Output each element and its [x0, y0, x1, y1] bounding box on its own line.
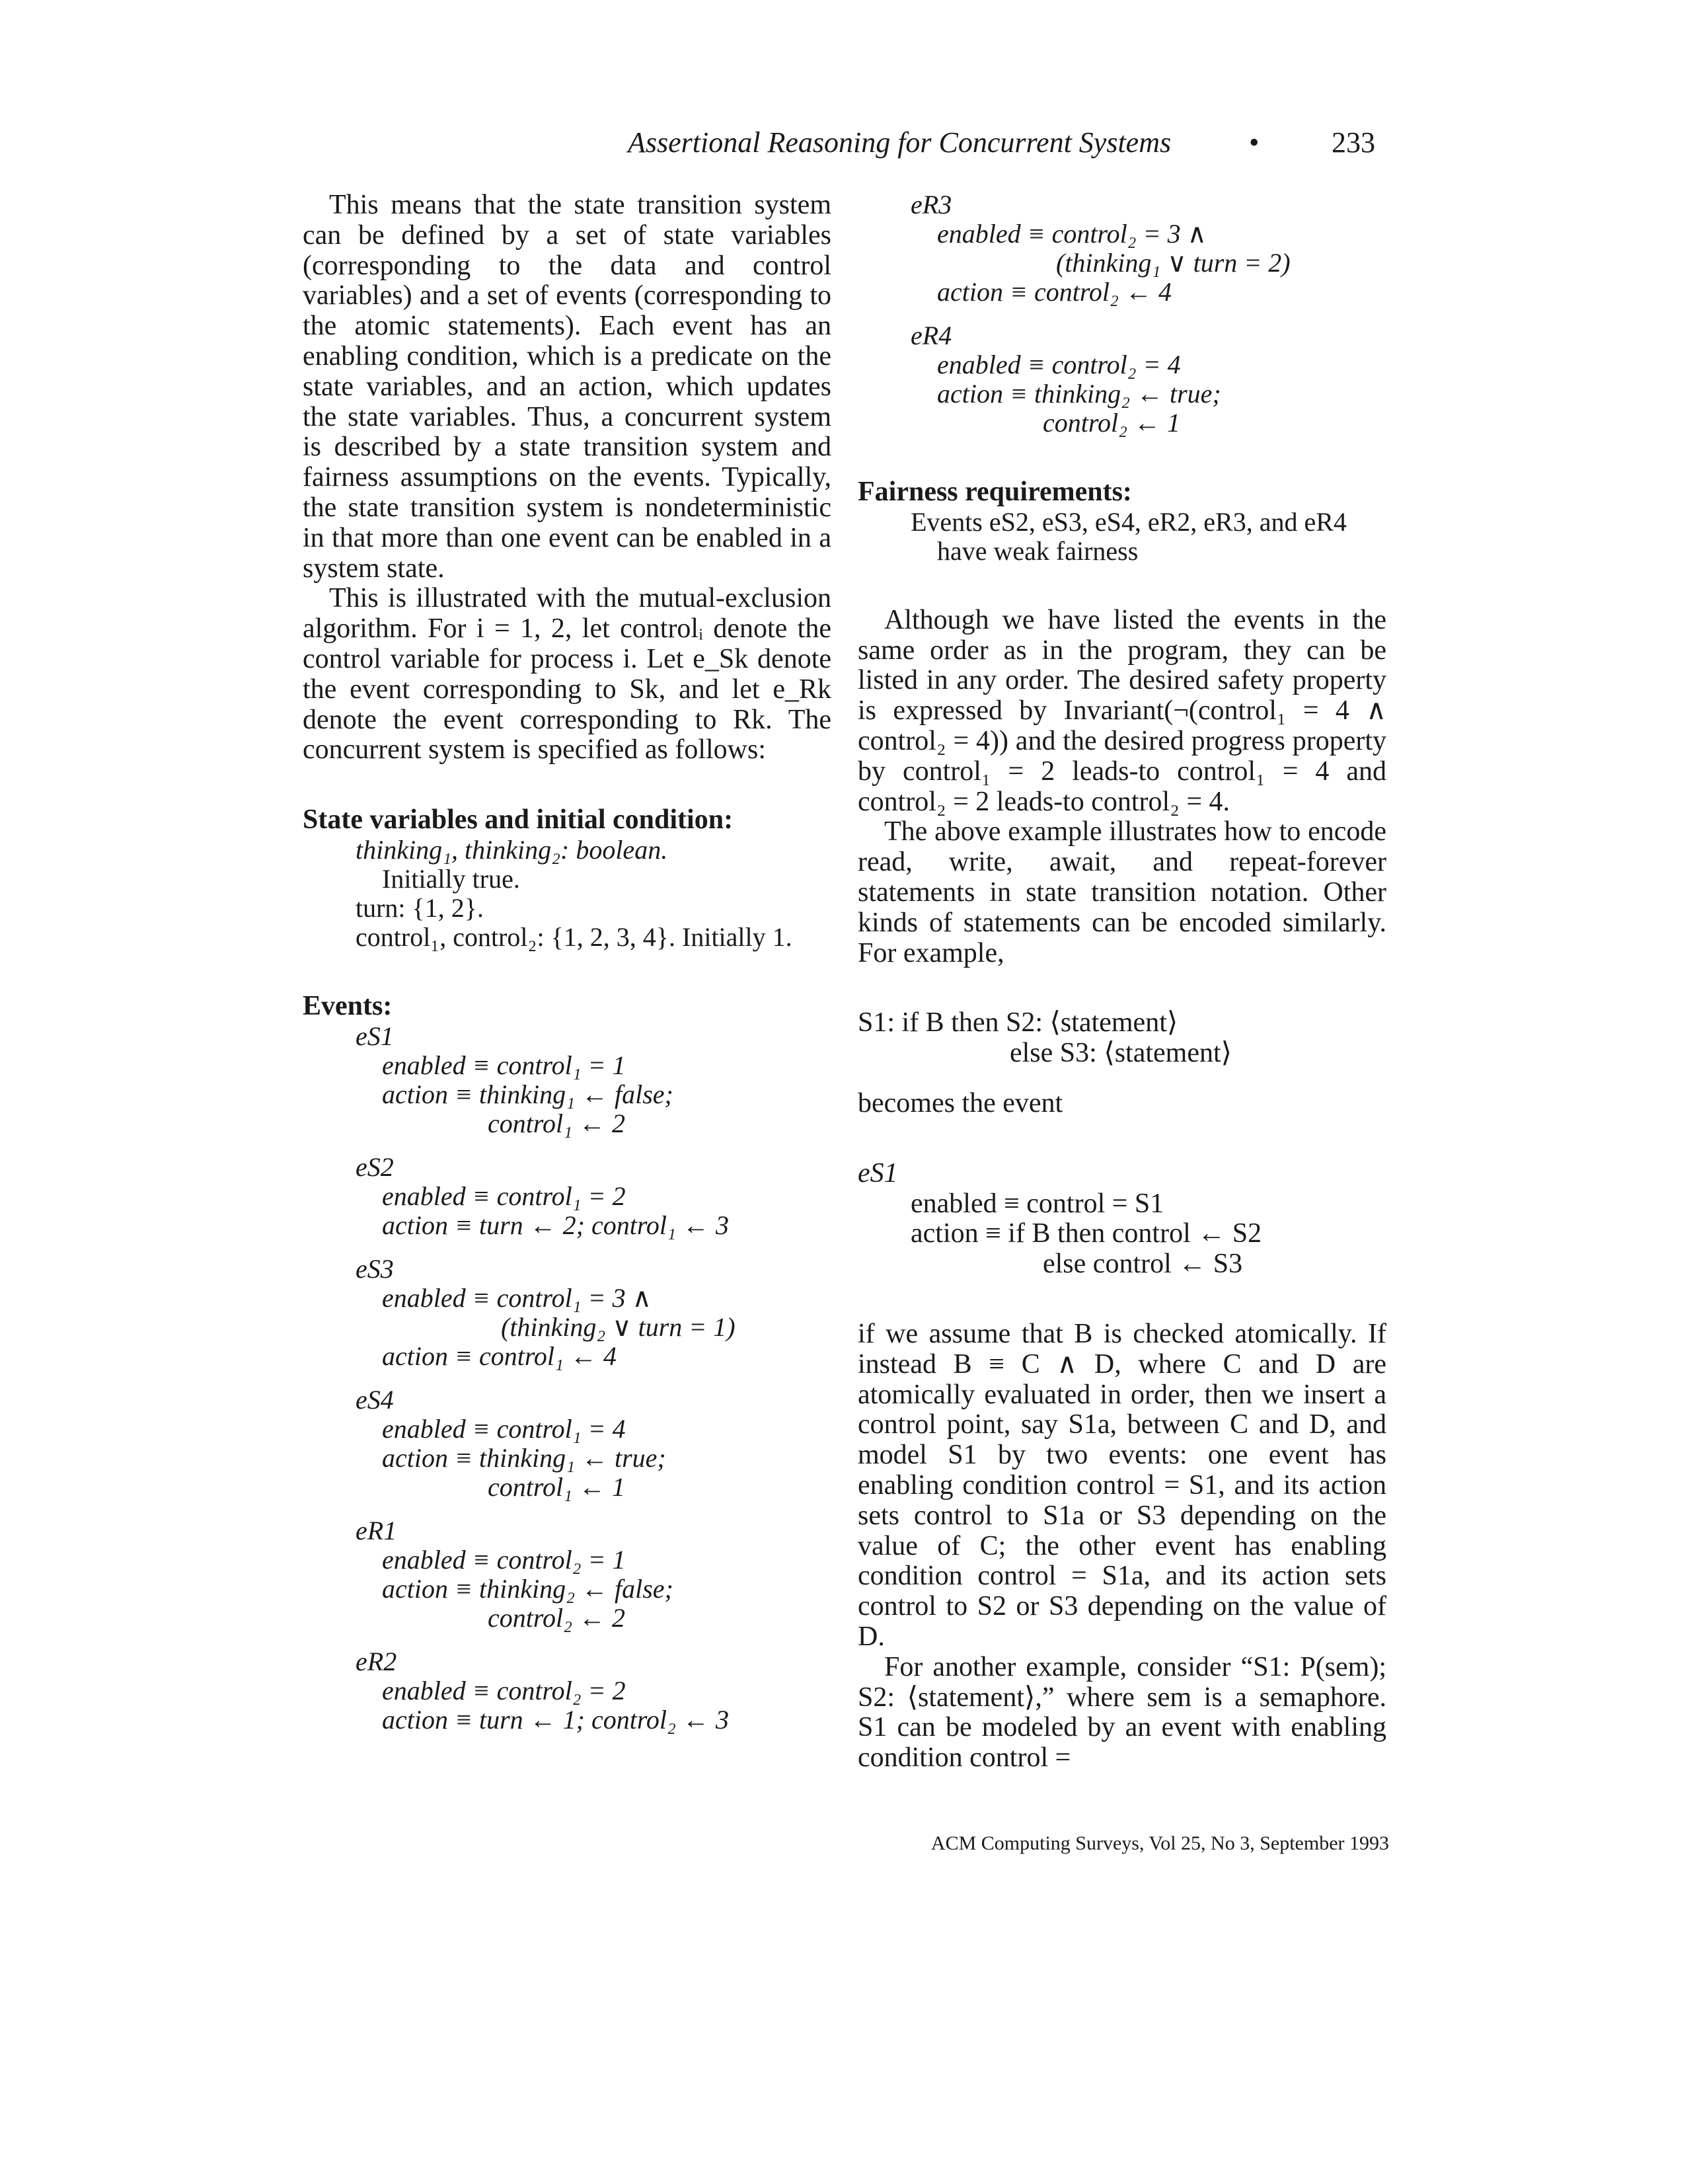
- fairness-line: Events eS2, eS3, eS4, eR2, eR3, and eR4: [911, 506, 1347, 537]
- event-example: [858, 1159, 1386, 1280]
- fairness-title: Fairness requirements:: [858, 477, 1132, 507]
- event-name: eR4: [911, 321, 952, 350]
- events-title: Events:: [303, 990, 393, 1021]
- left-column: [303, 190, 831, 1735]
- header-bullet: •: [1249, 126, 1260, 159]
- event-name: eR1: [356, 1515, 397, 1545]
- event-line: action ≡ thinking₁ ← false;: [382, 1079, 673, 1109]
- event-line: action ≡ thinking₁ ← true;: [382, 1442, 666, 1473]
- events-block: [303, 1022, 831, 1735]
- page-number: 233: [1332, 126, 1375, 159]
- state-var-line: thinking₁, thinking₂: boolean.: [356, 834, 668, 865]
- code-line: S1: if B then S2: ⟨statement⟩: [858, 1007, 1178, 1038]
- event-line: enabled ≡ control₁ = 2: [382, 1181, 626, 1211]
- paragraph-1: This means that the state transition system can be defined by a set of state variables (corresponding to the data and control variables) and a set of events (corresponding to the atomic statements). Each event has an enabling condition, which is a predicate on the state variables, and an action, which updates the state variables. Thus, a concurrent system is described by a state transition system and fairness assumptions on the events. Typically, the state transition system is nondeterministic in that more than one event can be enabled in a system state.: [303, 190, 831, 584]
- event-er4: [858, 321, 1386, 438]
- fairness-block: [858, 508, 1386, 566]
- event-name: eS4: [356, 1384, 394, 1415]
- event-name: eR3: [911, 190, 952, 219]
- event-name: eS3: [356, 1253, 394, 1284]
- event-es2: [303, 1153, 831, 1240]
- state-variables-title: State variables and initial condition:: [303, 804, 734, 836]
- event-line: enabled ≡ control₂ = 4: [937, 350, 1181, 379]
- right-column: [858, 190, 1386, 1774]
- event-name: eS1: [858, 1157, 898, 1189]
- state-var-line: Initially true.: [382, 863, 520, 894]
- event-line: control₂ ← 1: [1043, 408, 1180, 438]
- event-line: else control ← S3: [1043, 1249, 1243, 1280]
- becomes-text: becomes the event: [858, 1087, 1063, 1118]
- event-line: enabled ≡ control₁ = 3 ∧: [382, 1282, 652, 1313]
- journal-footer: ACM Computing Surveys, Vol 25, No 3, September 1993: [930, 1832, 1389, 1854]
- event-er3: [858, 190, 1386, 307]
- event-line: action ≡ control₂ ← 4: [937, 277, 1172, 307]
- event-es4: [303, 1385, 831, 1502]
- event-es1: [303, 1022, 831, 1138]
- paragraph-4: The above example illustrates how to encode read, write, await, and repeat-forever statements in state transition notation. Other kinds of statements can be encoded similarly. For example,: [858, 816, 1386, 968]
- fairness-line: have weak fairness: [937, 535, 1139, 566]
- event-er1: [303, 1516, 831, 1633]
- state-variables-block: [303, 836, 831, 952]
- event-line: enabled ≡ control₂ = 1: [382, 1544, 626, 1575]
- event-line: enabled ≡ control₂ = 3 ∧: [937, 219, 1207, 249]
- event-line: action ≡ control₁ ← 4: [382, 1341, 617, 1371]
- event-es3: [303, 1255, 831, 1371]
- paragraph-6: For another example, consider “S1: P(sem); S2: ⟨statement⟩,” where sem is a semaphore. S1 can be modeled by an event with enabling condition control =: [858, 1651, 1386, 1774]
- event-line: control₁ ← 1: [488, 1471, 625, 1502]
- event-line: enabled ≡ control₁ = 1: [382, 1050, 626, 1080]
- running-title: Assertional Reasoning for Concurrent Systems: [628, 126, 1172, 159]
- event-line: (thinking₂ ∨ turn = 1): [501, 1311, 736, 1342]
- paragraph-2: This is illustrated with the mutual-exclusion algorithm. For i = 1, 2, let controlᵢ denote the control variable for process i. Let e_Sk denote the event corresponding to Sk, and let e_Rk denote the event corresponding to Rk. The concurrent system is specified as follows:: [303, 583, 831, 765]
- event-line: enabled ≡ control₁ = 4: [382, 1413, 626, 1444]
- event-line: action ≡ turn ← 2; control₁ ← 3: [382, 1210, 729, 1240]
- running-header: [621, 126, 1381, 165]
- event-line: control₁ ← 2: [488, 1108, 625, 1138]
- events-continued-block: [858, 190, 1386, 438]
- event-line: action ≡ turn ← 1; control₂ ← 3: [382, 1704, 729, 1735]
- event-line: control₂ ← 2: [488, 1602, 625, 1633]
- code-example-1: [858, 1008, 1386, 1069]
- event-line: enabled ≡ control = S1: [911, 1188, 1164, 1219]
- event-name: eS1: [356, 1021, 394, 1051]
- state-var-line: turn: {1, 2}.: [356, 892, 484, 923]
- paragraph-5: if we assume that B is checked atomically. If instead B ≡ C ∧ D, where C and D are atomically evaluated in order, then we insert a control point, say S1a, between C and D, and model S1 by two events: one event has enabling condition control = S1, and its action sets control to S1a or S3 depending on the value of C; the other event has enabling condition control = S1a, and its action sets control to S2 or S3 depending on the value of D.: [858, 1318, 1386, 1652]
- event-line: action ≡ thinking₂ ← false;: [382, 1573, 673, 1604]
- event-name: eS2: [356, 1151, 394, 1182]
- paragraph-3: Although we have listed the events in the same order as in the program, they can be listed in any order. The desired safety property is expressed by Invariant(¬(control₁ = 4 ∧ control₂ = 4)) and the desired progress property by control₁ = 2 leads-to control₁ = 4 and control₂ = 2 leads-to control₂ = 4.: [858, 604, 1386, 817]
- event-line: enabled ≡ control₂ = 2: [382, 1675, 626, 1705]
- event-line: action ≡ thinking₂ ← true;: [937, 379, 1221, 409]
- event-line: action ≡ if B then control ← S2: [911, 1218, 1262, 1249]
- event-name: eR2: [356, 1646, 397, 1676]
- event-er2: [303, 1647, 831, 1735]
- state-var-line: control₁, control₂: {1, 2, 3, 4}. Initially 1.: [356, 921, 792, 952]
- code-line: else S3: ⟨statement⟩: [1010, 1038, 1232, 1069]
- event-line: (thinking₁ ∨ turn = 2): [1056, 248, 1291, 278]
